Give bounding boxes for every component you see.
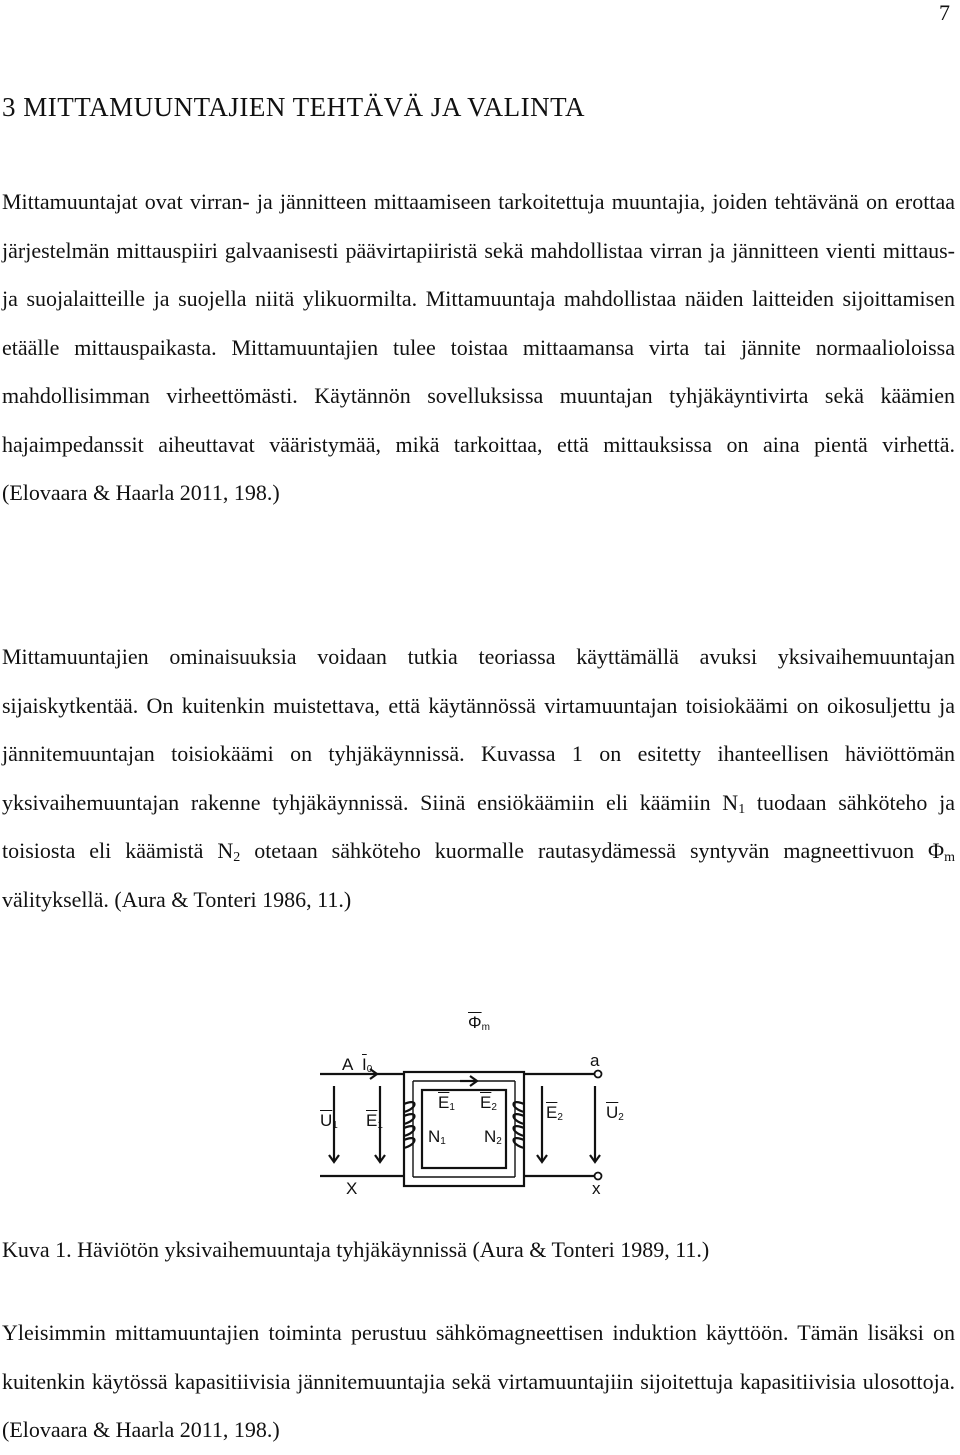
terminal-x-label: x	[592, 1179, 601, 1198]
current-label: $\overline{I}_0$	[362, 1055, 373, 1075]
N2-label: $N_2$	[484, 1127, 502, 1147]
terminal-a-label: a	[590, 1051, 600, 1070]
E2-right-label: $\overline{E}_2$	[546, 1103, 563, 1123]
paragraph-text: Mittamuuntajien ominaisuuksia voidaan tutkia teoriassa käyttämällä avuksi yksivaihemuuntajan sijaiskytkentää. On kuitenkin muistettava, että käytännössä virtamuuntajan toisiokäämi on oikosuljettu ja jännitemuuntajan toisiokäämi on tyhjäkäynnissä. Kuvassa 1 on esitetty ihanteellisen häviöttömän yksivaihemuuntajan rakenne tyhjäkäynnissä. Siinä ensiökäämiin eli käämiin N	[2, 644, 955, 815]
subscript: 1	[738, 801, 746, 817]
terminal-A-label: A	[342, 1055, 354, 1074]
E1-inner-label: $\overline{E}_1$	[438, 1093, 455, 1113]
section-heading: 3 MITTAMUUNTAJIEN TEHTÄVÄ JA VALINTA	[2, 92, 585, 122]
terminal-a	[595, 1071, 602, 1078]
subscript: m	[944, 850, 955, 865]
transformer-figure	[320, 1012, 640, 1217]
paragraph-transformer-theory	[2, 633, 955, 924]
U1-label: $\overline{U}_1$	[320, 1111, 338, 1131]
paragraph-text: otetaan sähköteho kuormalle rautasydämessä syntyvän magneettivuon Φ	[240, 838, 945, 863]
paragraph-intro: Mittamuuntajat ovat virran- ja jännitteen mittaamiseen tarkoitettuja muuntajia, joiden tehtävänä on erottaa järjestelmän mittauspiiri galvaanisesti päävirtapiiristä sekä mahdollistaa virran ja jännitteen vienti mittaus- ja suojalaitteille ja suojella niitä ylikuormilta. Mittamuuntaja mahdollistaa näiden laitteiden sijoittamisen etäälle mittauspaikasta. Mittamuuntajien tulee toistaa mittaamansa virta tai jännite normaalioloissa mahdollisimman virheettömästi. Käytännön sovelluksissa muuntajan tyhjäkäyntivirta sekä käämien hajaimpedanssit aiheuttavat vääristymää, mikä tarkoittaa, että mittauksissa on aina pientä virhettä. (Elovaara & Haarla 2011, 198.)	[2, 189, 955, 505]
E2-inner-label: $\overline{E}_2$	[480, 1093, 497, 1113]
subscript: 2	[233, 850, 241, 865]
figure-caption: Kuva 1. Häviötön yksivaihemuuntaja tyhjäkäynnissä (Aura & Tonteri 1989, 11.)	[2, 1237, 710, 1262]
page-number: 7	[939, 0, 950, 25]
paragraph-induction: Yleisimmin mittamuuntajien toiminta perustuu sähkömagneettisen induktion käyttöön. Tämän lisäksi on kuitenkin käytössä kapasitiivisia jännitemuuntajia sekä virtamuuntajiin sijoitettuja kapasitiivisia ulosottoja. (Elovaara & Haarla 2011, 198.)	[2, 1320, 955, 1442]
flux-label: $\overline{\Phi}_m$	[468, 1013, 490, 1033]
N1-label: $N_1$	[428, 1127, 446, 1147]
terminal-X-label: X	[346, 1179, 358, 1198]
U2-label: $\overline{U}_2$	[606, 1103, 624, 1123]
E1-left-label: $\overline{E}_1$	[366, 1111, 383, 1131]
paragraph-text: välityksellä. (Aura & Tonteri 1986, 11.)	[2, 886, 352, 912]
paragraph-text: tuodaan sähköteho ja toisiosta eli käämistä N	[2, 789, 955, 863]
